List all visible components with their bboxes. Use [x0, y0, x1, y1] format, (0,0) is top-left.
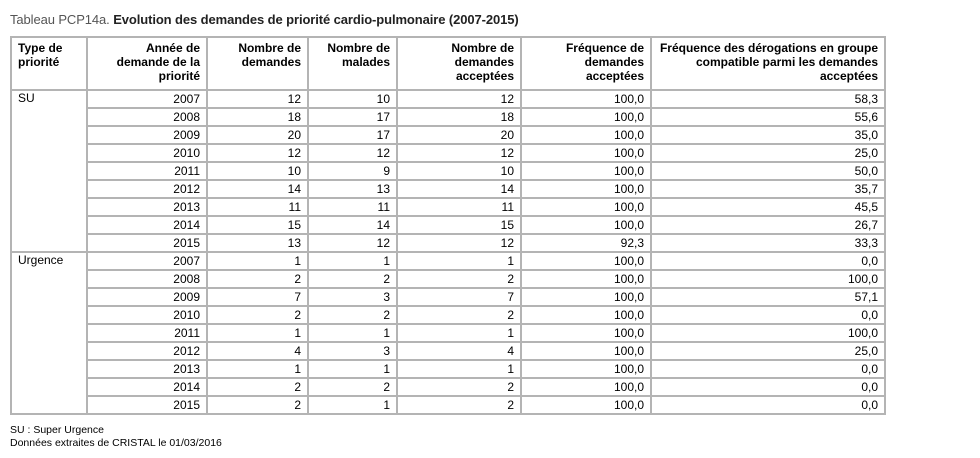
nombre-malades-cell: 9	[308, 162, 397, 180]
frequence-derogations-cell: 100,0	[651, 270, 885, 288]
nombre-demandes-cell: 12	[207, 90, 308, 108]
table-row	[11, 90, 885, 108]
year-cell: 2010	[87, 306, 207, 324]
frequence-acceptees-cell: 100,0	[521, 126, 651, 144]
table-row	[11, 378, 885, 396]
frequence-derogations-cell: 25,0	[651, 144, 885, 162]
nombre-demandes-cell: 18	[207, 108, 308, 126]
footnote-abbreviation: SU : Super Urgence	[10, 424, 104, 436]
frequence-derogations-cell: 0,0	[651, 252, 885, 270]
nombre-malades-cell: 12	[308, 234, 397, 252]
frequence-derogations-cell: 35,7	[651, 180, 885, 198]
table-number: Tableau PCP14a.	[10, 12, 110, 27]
nombre-malades-cell: 17	[308, 126, 397, 144]
priority-type-cell: SU	[11, 90, 87, 252]
frequence-derogations-cell: 26,7	[651, 216, 885, 234]
table-title	[10, 12, 519, 27]
frequence-acceptees-cell: 100,0	[521, 306, 651, 324]
table-row	[11, 342, 885, 360]
frequence-derogations-cell: 50,0	[651, 162, 885, 180]
frequence-acceptees-cell: 100,0	[521, 162, 651, 180]
header-row	[11, 37, 885, 90]
year-cell: 2009	[87, 288, 207, 306]
year-cell: 2014	[87, 216, 207, 234]
nombre-acceptees-cell: 1	[397, 324, 521, 342]
year-cell: 2015	[87, 396, 207, 414]
nombre-demandes-cell: 7	[207, 288, 308, 306]
header-frequence-derogations: Fréquence des dérogations en groupe compatible parmi les demandes acceptées	[651, 37, 885, 90]
nombre-malades-cell: 1	[308, 252, 397, 270]
frequence-acceptees-cell: 100,0	[521, 396, 651, 414]
nombre-malades-cell: 1	[308, 396, 397, 414]
nombre-acceptees-cell: 12	[397, 90, 521, 108]
year-cell: 2014	[87, 378, 207, 396]
year-cell: 2007	[87, 90, 207, 108]
frequence-acceptees-cell: 100,0	[521, 360, 651, 378]
nombre-demandes-cell: 4	[207, 342, 308, 360]
nombre-demandes-cell: 12	[207, 144, 308, 162]
nombre-demandes-cell: 13	[207, 234, 308, 252]
table-body	[11, 90, 885, 414]
year-cell: 2015	[87, 234, 207, 252]
table-caption: Evolution des demandes de priorité cardio-pulmonaire (2007-2015)	[109, 12, 519, 27]
frequence-acceptees-cell: 100,0	[521, 270, 651, 288]
nombre-acceptees-cell: 11	[397, 198, 521, 216]
table-row	[11, 360, 885, 378]
year-cell: 2012	[87, 342, 207, 360]
nombre-acceptees-cell: 12	[397, 144, 521, 162]
frequence-derogations-cell: 55,6	[651, 108, 885, 126]
nombre-acceptees-cell: 14	[397, 180, 521, 198]
nombre-acceptees-cell: 1	[397, 360, 521, 378]
nombre-malades-cell: 1	[308, 324, 397, 342]
nombre-acceptees-cell: 2	[397, 378, 521, 396]
table-row	[11, 126, 885, 144]
nombre-acceptees-cell: 2	[397, 270, 521, 288]
frequence-acceptees-cell: 100,0	[521, 198, 651, 216]
nombre-acceptees-cell: 15	[397, 216, 521, 234]
frequence-acceptees-cell: 100,0	[521, 342, 651, 360]
frequence-derogations-cell: 100,0	[651, 324, 885, 342]
nombre-acceptees-cell: 20	[397, 126, 521, 144]
frequence-acceptees-cell: 100,0	[521, 180, 651, 198]
nombre-demandes-cell: 11	[207, 198, 308, 216]
year-cell: 2013	[87, 198, 207, 216]
nombre-malades-cell: 13	[308, 180, 397, 198]
table-row	[11, 288, 885, 306]
nombre-acceptees-cell: 2	[397, 306, 521, 324]
frequence-derogations-cell: 57,1	[651, 288, 885, 306]
frequence-derogations-cell: 33,3	[651, 234, 885, 252]
table-row	[11, 270, 885, 288]
nombre-demandes-cell: 2	[207, 270, 308, 288]
frequence-derogations-cell: 45,5	[651, 198, 885, 216]
year-cell: 2011	[87, 324, 207, 342]
table-row	[11, 396, 885, 414]
year-cell: 2012	[87, 180, 207, 198]
frequence-derogations-cell: 0,0	[651, 396, 885, 414]
nombre-demandes-cell: 1	[207, 360, 308, 378]
frequence-acceptees-cell: 92,3	[521, 234, 651, 252]
nombre-acceptees-cell: 12	[397, 234, 521, 252]
nombre-demandes-cell: 15	[207, 216, 308, 234]
year-cell: 2009	[87, 126, 207, 144]
nombre-acceptees-cell: 7	[397, 288, 521, 306]
nombre-demandes-cell: 2	[207, 378, 308, 396]
frequence-derogations-cell: 25,0	[651, 342, 885, 360]
table-row	[11, 144, 885, 162]
year-cell: 2011	[87, 162, 207, 180]
frequence-acceptees-cell: 100,0	[521, 90, 651, 108]
nombre-malades-cell: 1	[308, 360, 397, 378]
table-row	[11, 306, 885, 324]
nombre-demandes-cell: 2	[207, 396, 308, 414]
nombre-demandes-cell: 2	[207, 306, 308, 324]
frequence-acceptees-cell: 100,0	[521, 216, 651, 234]
nombre-acceptees-cell: 2	[397, 396, 521, 414]
nombre-demandes-cell: 1	[207, 324, 308, 342]
frequence-acceptees-cell: 100,0	[521, 108, 651, 126]
table-row	[11, 324, 885, 342]
header-annee: Année de demande de la priorité	[87, 37, 207, 90]
nombre-malades-cell: 2	[308, 378, 397, 396]
frequence-derogations-cell: 58,3	[651, 90, 885, 108]
nombre-malades-cell: 2	[308, 306, 397, 324]
nombre-malades-cell: 2	[308, 270, 397, 288]
year-cell: 2008	[87, 108, 207, 126]
year-cell: 2010	[87, 144, 207, 162]
nombre-acceptees-cell: 18	[397, 108, 521, 126]
priority-type-cell: Urgence	[11, 252, 87, 414]
year-cell: 2007	[87, 252, 207, 270]
table-row	[11, 234, 885, 252]
table-row	[11, 252, 885, 270]
nombre-malades-cell: 3	[308, 288, 397, 306]
nombre-malades-cell: 11	[308, 198, 397, 216]
table-row	[11, 162, 885, 180]
year-cell: 2008	[87, 270, 207, 288]
nombre-demandes-cell: 14	[207, 180, 308, 198]
year-cell: 2013	[87, 360, 207, 378]
nombre-demandes-cell: 10	[207, 162, 308, 180]
frequence-derogations-cell: 35,0	[651, 126, 885, 144]
priority-requests-table	[10, 36, 886, 415]
nombre-demandes-cell: 20	[207, 126, 308, 144]
footnotes	[10, 424, 222, 450]
table-row	[11, 108, 885, 126]
header-nombre-acceptees: Nombre de demandes acceptées	[397, 37, 521, 90]
frequence-acceptees-cell: 100,0	[521, 378, 651, 396]
header-type-priorite: Type de priorité	[11, 37, 87, 90]
frequence-acceptees-cell: 100,0	[521, 252, 651, 270]
header-frequence-acceptees: Fréquence de demandes acceptées	[521, 37, 651, 90]
header-nombre-demandes: Nombre de demandes	[207, 37, 308, 90]
nombre-malades-cell: 17	[308, 108, 397, 126]
frequence-derogations-cell: 0,0	[651, 306, 885, 324]
footnote-source: Données extraites de CRISTAL le 01/03/2016	[10, 437, 222, 449]
nombre-acceptees-cell: 10	[397, 162, 521, 180]
frequence-derogations-cell: 0,0	[651, 378, 885, 396]
nombre-acceptees-cell: 4	[397, 342, 521, 360]
nombre-acceptees-cell: 1	[397, 252, 521, 270]
table-row	[11, 180, 885, 198]
frequence-derogations-cell: 0,0	[651, 360, 885, 378]
nombre-malades-cell: 14	[308, 216, 397, 234]
frequence-acceptees-cell: 100,0	[521, 288, 651, 306]
table-row	[11, 216, 885, 234]
nombre-malades-cell: 10	[308, 90, 397, 108]
nombre-malades-cell: 3	[308, 342, 397, 360]
frequence-acceptees-cell: 100,0	[521, 144, 651, 162]
header-nombre-malades: Nombre de malades	[308, 37, 397, 90]
nombre-malades-cell: 12	[308, 144, 397, 162]
table-row	[11, 198, 885, 216]
frequence-acceptees-cell: 100,0	[521, 324, 651, 342]
nombre-demandes-cell: 1	[207, 252, 308, 270]
